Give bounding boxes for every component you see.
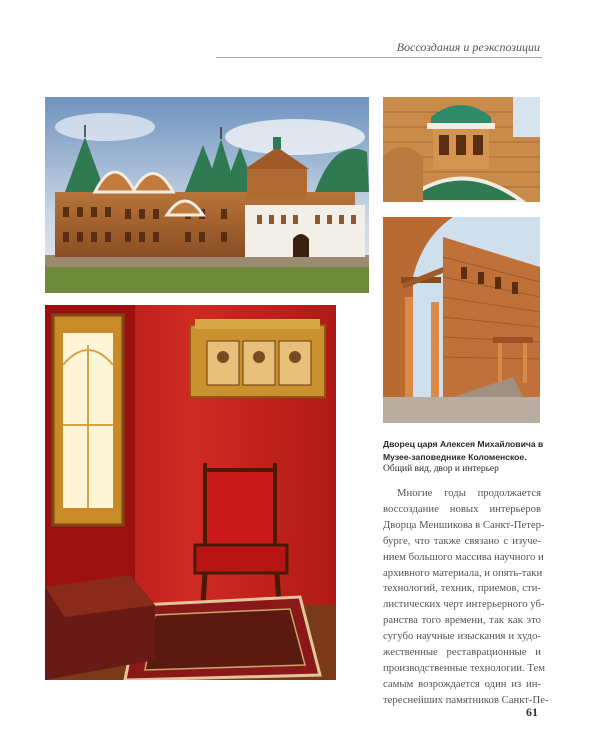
photo-throne-interior: [45, 305, 336, 680]
body-line: жественные реставрационные и: [383, 646, 541, 659]
body-line: бурге, что также связано с изуче-: [383, 534, 541, 547]
body-line: технологий, техник, приемов, сти-: [383, 582, 541, 595]
caption-regular: Общий вид, двор и интерьер: [383, 464, 499, 474]
body-line: архивного материала, и опять-таки: [383, 566, 543, 579]
body-line: листических черт интерьерного уб-: [383, 598, 545, 611]
photo-palace-general-view: [45, 97, 369, 293]
page-number: 61: [526, 705, 538, 719]
header-rule: [216, 57, 542, 58]
body-line: самым возрождается один из ин-: [383, 677, 541, 690]
photo-caption: [383, 438, 548, 476]
body-line: Дворца Меншикова в Санкт-Петер-: [383, 518, 545, 531]
body-line: воссоздание новых интерьеров: [383, 502, 541, 515]
body-line: сугубо научные изыскания и худо-: [383, 630, 541, 643]
caption-bold: Дворец царя Алексея Михайловича в Музее-заповеднике Коломенское.: [383, 439, 544, 462]
running-header: Воссоздания и реэкспозиции: [396, 40, 540, 54]
body-line: ранства того времени, так как это: [383, 614, 541, 627]
body-line: производственные технологии. Тем: [383, 661, 545, 674]
body-line: тереснейших памятников Санкт-Пе-: [383, 693, 549, 706]
photo-tower-detail: [383, 97, 540, 202]
body-line: нием большого массива научного и: [383, 550, 544, 563]
photo-courtyard: [383, 217, 540, 423]
body-line: Многие годы продолжается: [397, 487, 541, 499]
body-text: [383, 486, 549, 709]
